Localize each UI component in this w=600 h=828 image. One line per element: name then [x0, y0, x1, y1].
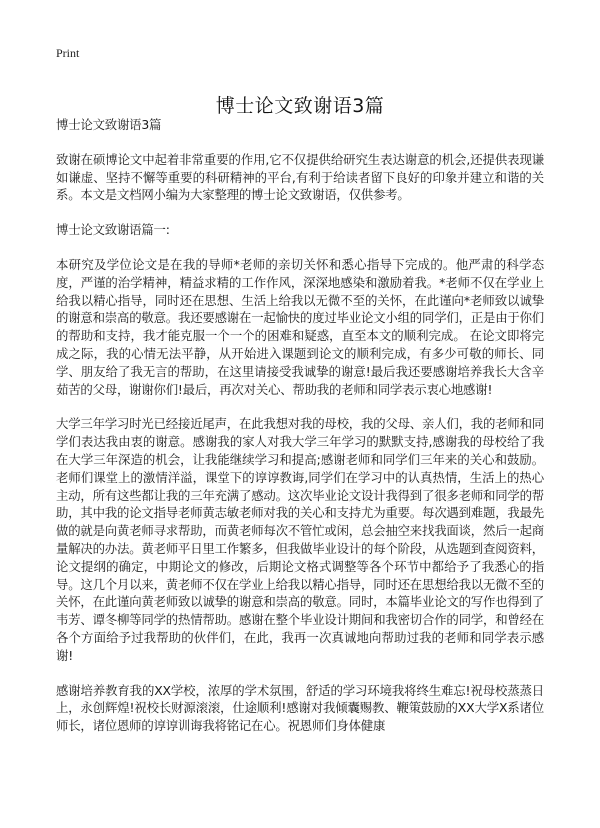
document-subtitle: 博士论文致谢语3篇 [56, 117, 162, 132]
body-paragraph-2: 大学三年学习时光已经接近尾声，在此我想对我的母校，我的父母、亲人们，我的老师和同学们表达我由衷的谢意。感谢我的家人对我大学三年学习的默默支持,感谢我的母校给了我在大学三年深造的机会，让我能继续学习和提高;感谢老师和同学们三年来的关心和鼓励。老师们课堂上的激情洋溢，课堂下的谆谆教诲,同学们在学习中的认真热情，生活上的热心主动，所有这些都让我的三年充满了感动。这次毕业论文设计我得到了很多老师和同学的帮助，其中我的论文指导老师黄志敏老师对我的关心和支持尤为重要。每次遇到难题，我最先做的就是向黄老师寻求帮助，而黄老师每次不管忙或闲，总会抽空来找我面谈，然后一起商量解决的办法。黄老师平日里工作繁多，但我做毕业设计的每个阶段，从选题到查阅资料，论文提纲的确定，中期论文的修改，后期论文格式调整等各个环节中都给予了我悉心的指导。这几个月以来，黄老师不仅在学业上给我以精心指导，同时还在思想给我以无微不至的关怀，在此谨向黄老师致以诚挚的谢意和崇高的敬意。同时，本篇毕业论文的写作也得到了韦芳、谭冬柳等同学的热情帮助。感谢在整个毕业设计期间和我密切合作的同学，和曾经在各个方面给予过我帮助的伙伴们，在此，我再一次真诚地向帮助过我的老师和同学表示感谢! [56, 416, 544, 663]
document-title: 博士论文致谢语3篇 [215, 94, 385, 117]
intro-paragraph: 致谢在硕博论文中起着非常重要的作用,它不仅提供给研究生表达谢意的机会,还提供表现谦如谦虚、坚持不懈等重要的科研精神的平台,有利于给读者留下良好的印象并建立和谐的关系。本文是文档网小编为大家整理的博士论文致谢语，仅供参考。 [56, 151, 544, 203]
print-label: Print [56, 46, 80, 60]
document-body [56, 116, 544, 752]
section-heading: 博士论文致谢语篇一: [56, 222, 170, 238]
body-paragraph-3: 感谢培养教育我的XX学校，浓厚的学术氛围，舒适的学习环境我将终生难忘!祝母校蒸蒸日上，永创辉煌!祝校长财源滚滚，仕途顺利!感谢对我倾囊赐教、鞭策鼓励的XX大学X系诸位师长，诸位恩师的谆谆训诲我将铭记在心。祝恩师们身体健康 [56, 682, 544, 734]
body-paragraph-1: 本研究及学位论文是在我的导师*老师的亲切关怀和悉心指导下完成的。他严肃的科学态度，严谨的治学精神，精益求精的工作作风，深深地感染和激励着我。*老师不仅在学业上给我以精心指导，同时还在思想、生活上给我以无微不至的关怀，在此谨向*老师致以诚挚的谢意和崇高的敬意。我还要感谢在一起愉快的度过毕业论文小组的同学们，正是由于你们的帮助和支持，我才能克服一个一个的困难和疑惑，直至本文的顺利完成。 在论文即将完成之际，我的心情无法平静，从开始进入课题到论文的顺利完成，有多少可敬的师长、同学、朋友给了我无言的帮助，在这里请接受我诚挚的谢意!最后我还要感谢培养我长大含辛茹苦的父母，谢谢你们!最后，再次对关心、帮助我的老师和同学表示衷心地感谢! [56, 256, 544, 397]
